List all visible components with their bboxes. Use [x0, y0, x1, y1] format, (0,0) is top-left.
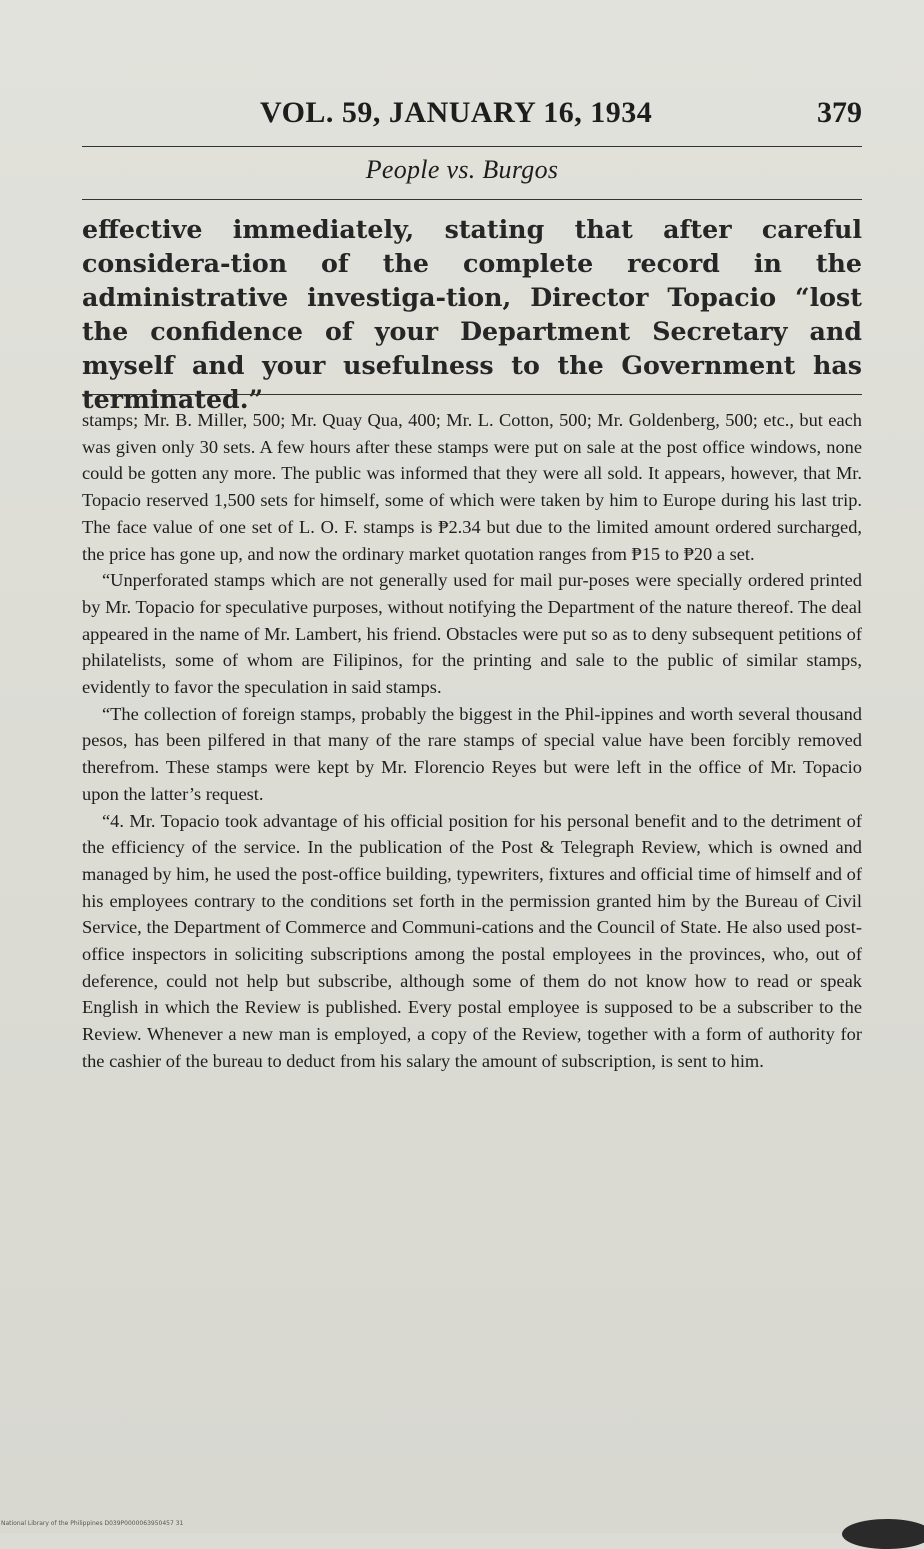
- running-header: [82, 96, 862, 130]
- main-paragraph: effective immediately, stating that after careful considera-tion of the complete record in the administrative investiga-tion, Director Topacio “lost the confidence of your Department Secretary and myself and your usefulness to the Government has terminated.”: [82, 214, 862, 414]
- footnote-paragraph: “Unperforated stamps which are not generally used for mail pur-poses were specially ordered printed by Mr. Topacio for speculative purposes, without notifying the Department of the nature thereof. The deal appeared in the name of Mr. Lambert, his friend. Obstacles were put so as to deny subsequent petitions of philatelists, some of whom are Filipinos, for the printing and sale to the public of similar stamps, evidently to favor the speculation in said stamps.: [82, 570, 862, 698]
- page-corner-shadow: [842, 1519, 924, 1549]
- footnote-paragraph: “The collection of foreign stamps, probably the biggest in the Phil-ippines and worth several thousand pesos, has been pilfered in that many of the rare stamps of special value have been forcibly removed therefrom. These stamps were kept by Mr. Florencio Reyes but were left in the office of Mr. Topacio upon the latter’s request.: [82, 703, 862, 804]
- library-watermark: National Library of the Philippines D039P0000063950457 31: [1, 1520, 184, 1527]
- main-text: [82, 212, 862, 416]
- header-rule: [82, 146, 862, 147]
- footnote-paragraph: stamps; Mr. B. Miller, 500; Mr. Quay Qua, 400; Mr. L. Cotton, 500; Mr. Goldenberg, 500; etc., but each was given only 30 sets. A few hours after these stamps were put on sale at the post office windows, none could be gotten any more. The public was informed that they were all sold. It appears, however, that Mr. Topacio reserved 1,500 sets for himself, some of which were taken by him to Europe during his last trip. The face value of one set of L. O. F. stamps is ₱2.34 but due to the limited amount ordered surcharged, the price has gone up, and now the ordinary market quotation ranges from ₱15 to ₱20 a set.: [82, 410, 862, 564]
- footnote-rule: [82, 394, 862, 395]
- case-name: People vs. Burgos: [365, 155, 559, 184]
- page-number: 379: [817, 96, 862, 129]
- footnote-block: [82, 407, 862, 1075]
- running-title: VOL. 59, JANUARY 16, 1934: [260, 96, 653, 129]
- footnote-paragraph: “4. Mr. Topacio took advantage of his official position for his personal benefit and to the detriment of the efficiency of the service. In the publication of the Post & Telegraph Review, which is owned and managed by him, he used the post-office building, typewriters, fixtures and official time of himself and of his employees contrary to the conditions set forth in the permission granted him by the Bureau of Civil Service, the Department of Commerce and Communi-cations and the Council of State. He also used post-office inspectors in soliciting subscriptions among the postal employees in the provinces, who, out of deference, could not help but subscribe, although some of them do not know how to read or speak English in which the Review is published. Every postal employee is supposed to be a subscriber to the Review. Whenever a new man is employed, a copy of the Review, together with a form of authority for the cashier of the bureau to deduct from his salary the amount of subscription, is sent to him.: [82, 810, 862, 1071]
- case-name-rule: [82, 199, 862, 200]
